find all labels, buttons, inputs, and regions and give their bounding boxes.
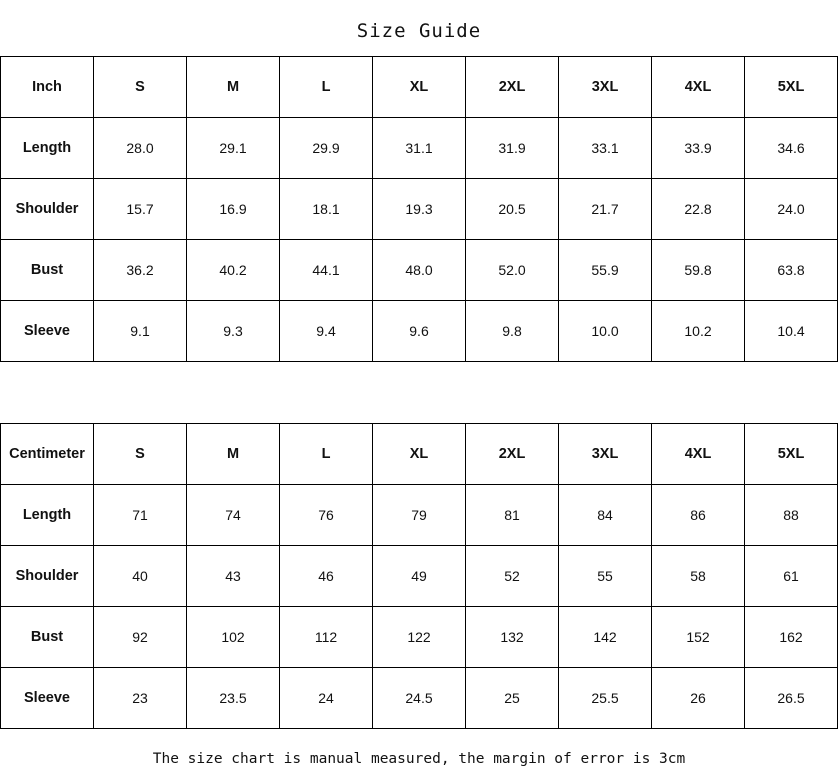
- cell: 43: [187, 546, 280, 607]
- table-gap: [0, 362, 838, 423]
- cell: 74: [187, 485, 280, 546]
- cell: 71: [94, 485, 187, 546]
- cell: 132: [466, 607, 559, 668]
- cell: 26: [652, 668, 745, 729]
- cell: 33.9: [652, 118, 745, 179]
- table-row: [1, 240, 838, 301]
- cell: 24.0: [745, 179, 838, 240]
- cell: 40.2: [187, 240, 280, 301]
- measure-label-length: Length: [1, 118, 94, 179]
- measure-label-length: Length: [1, 485, 94, 546]
- cell: 86: [652, 485, 745, 546]
- size-header-s: S: [94, 57, 187, 118]
- cell: 9.4: [280, 301, 373, 362]
- size-header-m: M: [187, 57, 280, 118]
- measure-label-sleeve: Sleeve: [1, 668, 94, 729]
- cell: 48.0: [373, 240, 466, 301]
- cell: 24.5: [373, 668, 466, 729]
- measure-label-sleeve: Sleeve: [1, 301, 94, 362]
- table-header-row: [1, 57, 838, 118]
- cell: 22.8: [652, 179, 745, 240]
- cell: 122: [373, 607, 466, 668]
- size-table-centimeter: [0, 423, 838, 729]
- table-row: [1, 485, 838, 546]
- size-header-4xl: 4XL: [652, 57, 745, 118]
- size-header-2xl: 2XL: [466, 424, 559, 485]
- cell: 9.6: [373, 301, 466, 362]
- cell: 28.0: [94, 118, 187, 179]
- cell: 49: [373, 546, 466, 607]
- cell: 76: [280, 485, 373, 546]
- cell: 152: [652, 607, 745, 668]
- size-header-xl: XL: [373, 57, 466, 118]
- cell: 29.1: [187, 118, 280, 179]
- measure-label-bust: Bust: [1, 240, 94, 301]
- cell: 55.9: [559, 240, 652, 301]
- cell: 59.8: [652, 240, 745, 301]
- cell: 61: [745, 546, 838, 607]
- size-header-s: S: [94, 424, 187, 485]
- size-header-l: L: [280, 57, 373, 118]
- cell: 26.5: [745, 668, 838, 729]
- table-row: [1, 668, 838, 729]
- size-header-m: M: [187, 424, 280, 485]
- cell: 36.2: [94, 240, 187, 301]
- measure-label-shoulder: Shoulder: [1, 546, 94, 607]
- size-header-3xl: 3XL: [559, 424, 652, 485]
- unit-label: Inch: [1, 57, 94, 118]
- size-header-4xl: 4XL: [652, 424, 745, 485]
- table-row: [1, 546, 838, 607]
- size-header-2xl: 2XL: [466, 57, 559, 118]
- table-row: [1, 118, 838, 179]
- table-row: [1, 607, 838, 668]
- table-row: [1, 179, 838, 240]
- cell: 40: [94, 546, 187, 607]
- size-header-3xl: 3XL: [559, 57, 652, 118]
- cell: 10.4: [745, 301, 838, 362]
- measure-label-shoulder: Shoulder: [1, 179, 94, 240]
- cell: 25.5: [559, 668, 652, 729]
- cell: 9.1: [94, 301, 187, 362]
- cell: 9.8: [466, 301, 559, 362]
- cell: 18.1: [280, 179, 373, 240]
- size-header-5xl: 5XL: [745, 424, 838, 485]
- size-header-5xl: 5XL: [745, 57, 838, 118]
- measurement-disclaimer: The size chart is manual measured, the margin of error is 3cm: [152, 751, 686, 767]
- cell: 10.0: [559, 301, 652, 362]
- cell: 81: [466, 485, 559, 546]
- cell: 23.5: [187, 668, 280, 729]
- page-title: Size Guide: [356, 20, 482, 42]
- cell: 92: [94, 607, 187, 668]
- cell: 9.3: [187, 301, 280, 362]
- table-header-row: [1, 424, 838, 485]
- cell: 34.6: [745, 118, 838, 179]
- cell: 88: [745, 485, 838, 546]
- cell: 44.1: [280, 240, 373, 301]
- cell: 31.1: [373, 118, 466, 179]
- cell: 112: [280, 607, 373, 668]
- cell: 55: [559, 546, 652, 607]
- cell: 21.7: [559, 179, 652, 240]
- table-row: [1, 301, 838, 362]
- measure-label-bust: Bust: [1, 607, 94, 668]
- cell: 52: [466, 546, 559, 607]
- cell: 46: [280, 546, 373, 607]
- cell: 79: [373, 485, 466, 546]
- cell: 142: [559, 607, 652, 668]
- size-table-inch: [0, 56, 838, 362]
- size-header-xl: XL: [373, 424, 466, 485]
- cell: 58: [652, 546, 745, 607]
- cell: 25: [466, 668, 559, 729]
- cell: 24: [280, 668, 373, 729]
- cell: 20.5: [466, 179, 559, 240]
- size-header-l: L: [280, 424, 373, 485]
- cell: 15.7: [94, 179, 187, 240]
- cell: 52.0: [466, 240, 559, 301]
- cell: 162: [745, 607, 838, 668]
- cell: 33.1: [559, 118, 652, 179]
- cell: 10.2: [652, 301, 745, 362]
- cell: 31.9: [466, 118, 559, 179]
- cell: 29.9: [280, 118, 373, 179]
- cell: 84: [559, 485, 652, 546]
- cell: 19.3: [373, 179, 466, 240]
- unit-label: Centimeter: [1, 424, 94, 485]
- cell: 16.9: [187, 179, 280, 240]
- cell: 102: [187, 607, 280, 668]
- cell: 63.8: [745, 240, 838, 301]
- cell: 23: [94, 668, 187, 729]
